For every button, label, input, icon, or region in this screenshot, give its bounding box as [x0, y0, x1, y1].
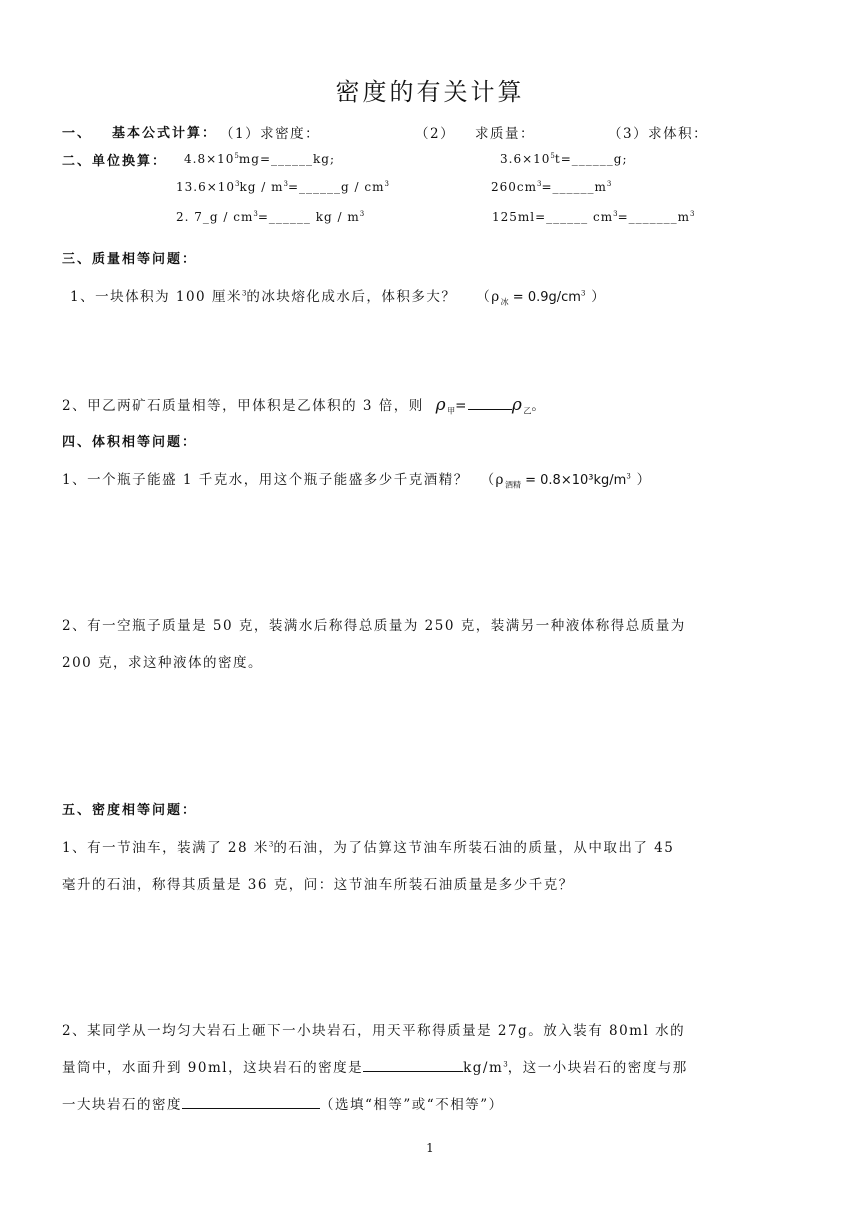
section-1-part-2: （2） [415, 126, 456, 142]
conversion-e: 2. 7_g / $cm^3=\_\_\_\_\_\_$ kg / $m^3$ [176, 210, 365, 224]
conversion-c: $13.6\times 10^3kg$ / $m^3=\_\_\_\_\_\_g / cm^3$ [176, 180, 389, 194]
section-5-question-1-line-1: 1、有一节油车，装满了 28 米$^3$的石油，为了估算这节油车所装石油的质量，从中取出了 45 [62, 840, 675, 856]
conversion-b: $3.6\times 10^5t=\_\_\_\_\_\_g$; [500, 152, 628, 166]
conversion-f: 125ml=______ $cm^3=\_\_\_\_\_\_\_m^3$ [492, 210, 695, 224]
section-5-question-2-line-3: 一大块岩石的密度 （选填“相等”或“不相等”） [62, 1097, 504, 1113]
section-4-question-2-line-1: 2、有一空瓶子质量是 50 克，装满水后称得总质量为 250 克，装满另一种液体称得总质量为 [62, 618, 686, 634]
section-1-part-2-text: 求质量： [475, 126, 535, 142]
section-3-question-2: 2、甲乙两矿石质量相等，甲体积是乙体积的 3 倍，则 $\rho_甲= \rho_乙$。 [62, 395, 547, 416]
section-5-question-2-line-2: 量筒中，水面升到 90ml，这块岩石的密度是 $kg/m^3$，这一小块岩石的密度与那 [62, 1060, 688, 1076]
conversion-d: $260cm^3=\_\_\_\_\_\_m^3$ [491, 180, 612, 194]
page-number: 1 [426, 1141, 434, 1155]
section-3-heading: 三、质量相等问题： [62, 252, 198, 267]
section-1-label: 一、 [62, 126, 93, 141]
section-1-heading: 基本公式计算： [112, 126, 218, 141]
density-answer-blank[interactable] [363, 1059, 463, 1072]
section-5-heading: 五、密度相等问题： [62, 803, 198, 818]
section-4-heading: 四、体积相等问题： [62, 435, 198, 450]
section-5-question-2-line-1: 2、某同学从一均匀大岩石上砸下一小块岩石，用天平称得质量是 27g。放入装有 80ml 水的 [62, 1023, 686, 1039]
section-3-question-1: 1、一块体积为 100 厘米$^3$的冰块熔化成水后，体积多大？ （$\rho_冰 = 0.9g/cm^3$ ） [70, 289, 607, 307]
answer-blank[interactable] [468, 397, 512, 410]
page-title: 密度的有关计算 [335, 78, 525, 106]
section-5-question-1-line-2: 毫升的石油，称得其质量是 36 克，问：这节油车所装石油质量是多少千克？ [62, 877, 574, 893]
section-1-part-1: （1）求密度： [220, 126, 321, 142]
section-4-question-1: 1、一个瓶子能盛 1 千克水，用这个瓶子能盛多少千克酒精？ （$\rho_{酒精} = 0.8\times 10^3kg/m^3$ ） [62, 472, 652, 490]
section-4-question-2-line-2: 200 克，求这种液体的密度。 [62, 655, 264, 671]
section-1-part-3: （3）求体积： [608, 126, 709, 142]
section-2-heading: 二、单位换算： [62, 154, 168, 169]
conversion-a: $4.8\times 10^5mg=\_\_\_\_\_\_kg$; [184, 152, 336, 166]
comparison-answer-blank[interactable] [182, 1096, 320, 1109]
